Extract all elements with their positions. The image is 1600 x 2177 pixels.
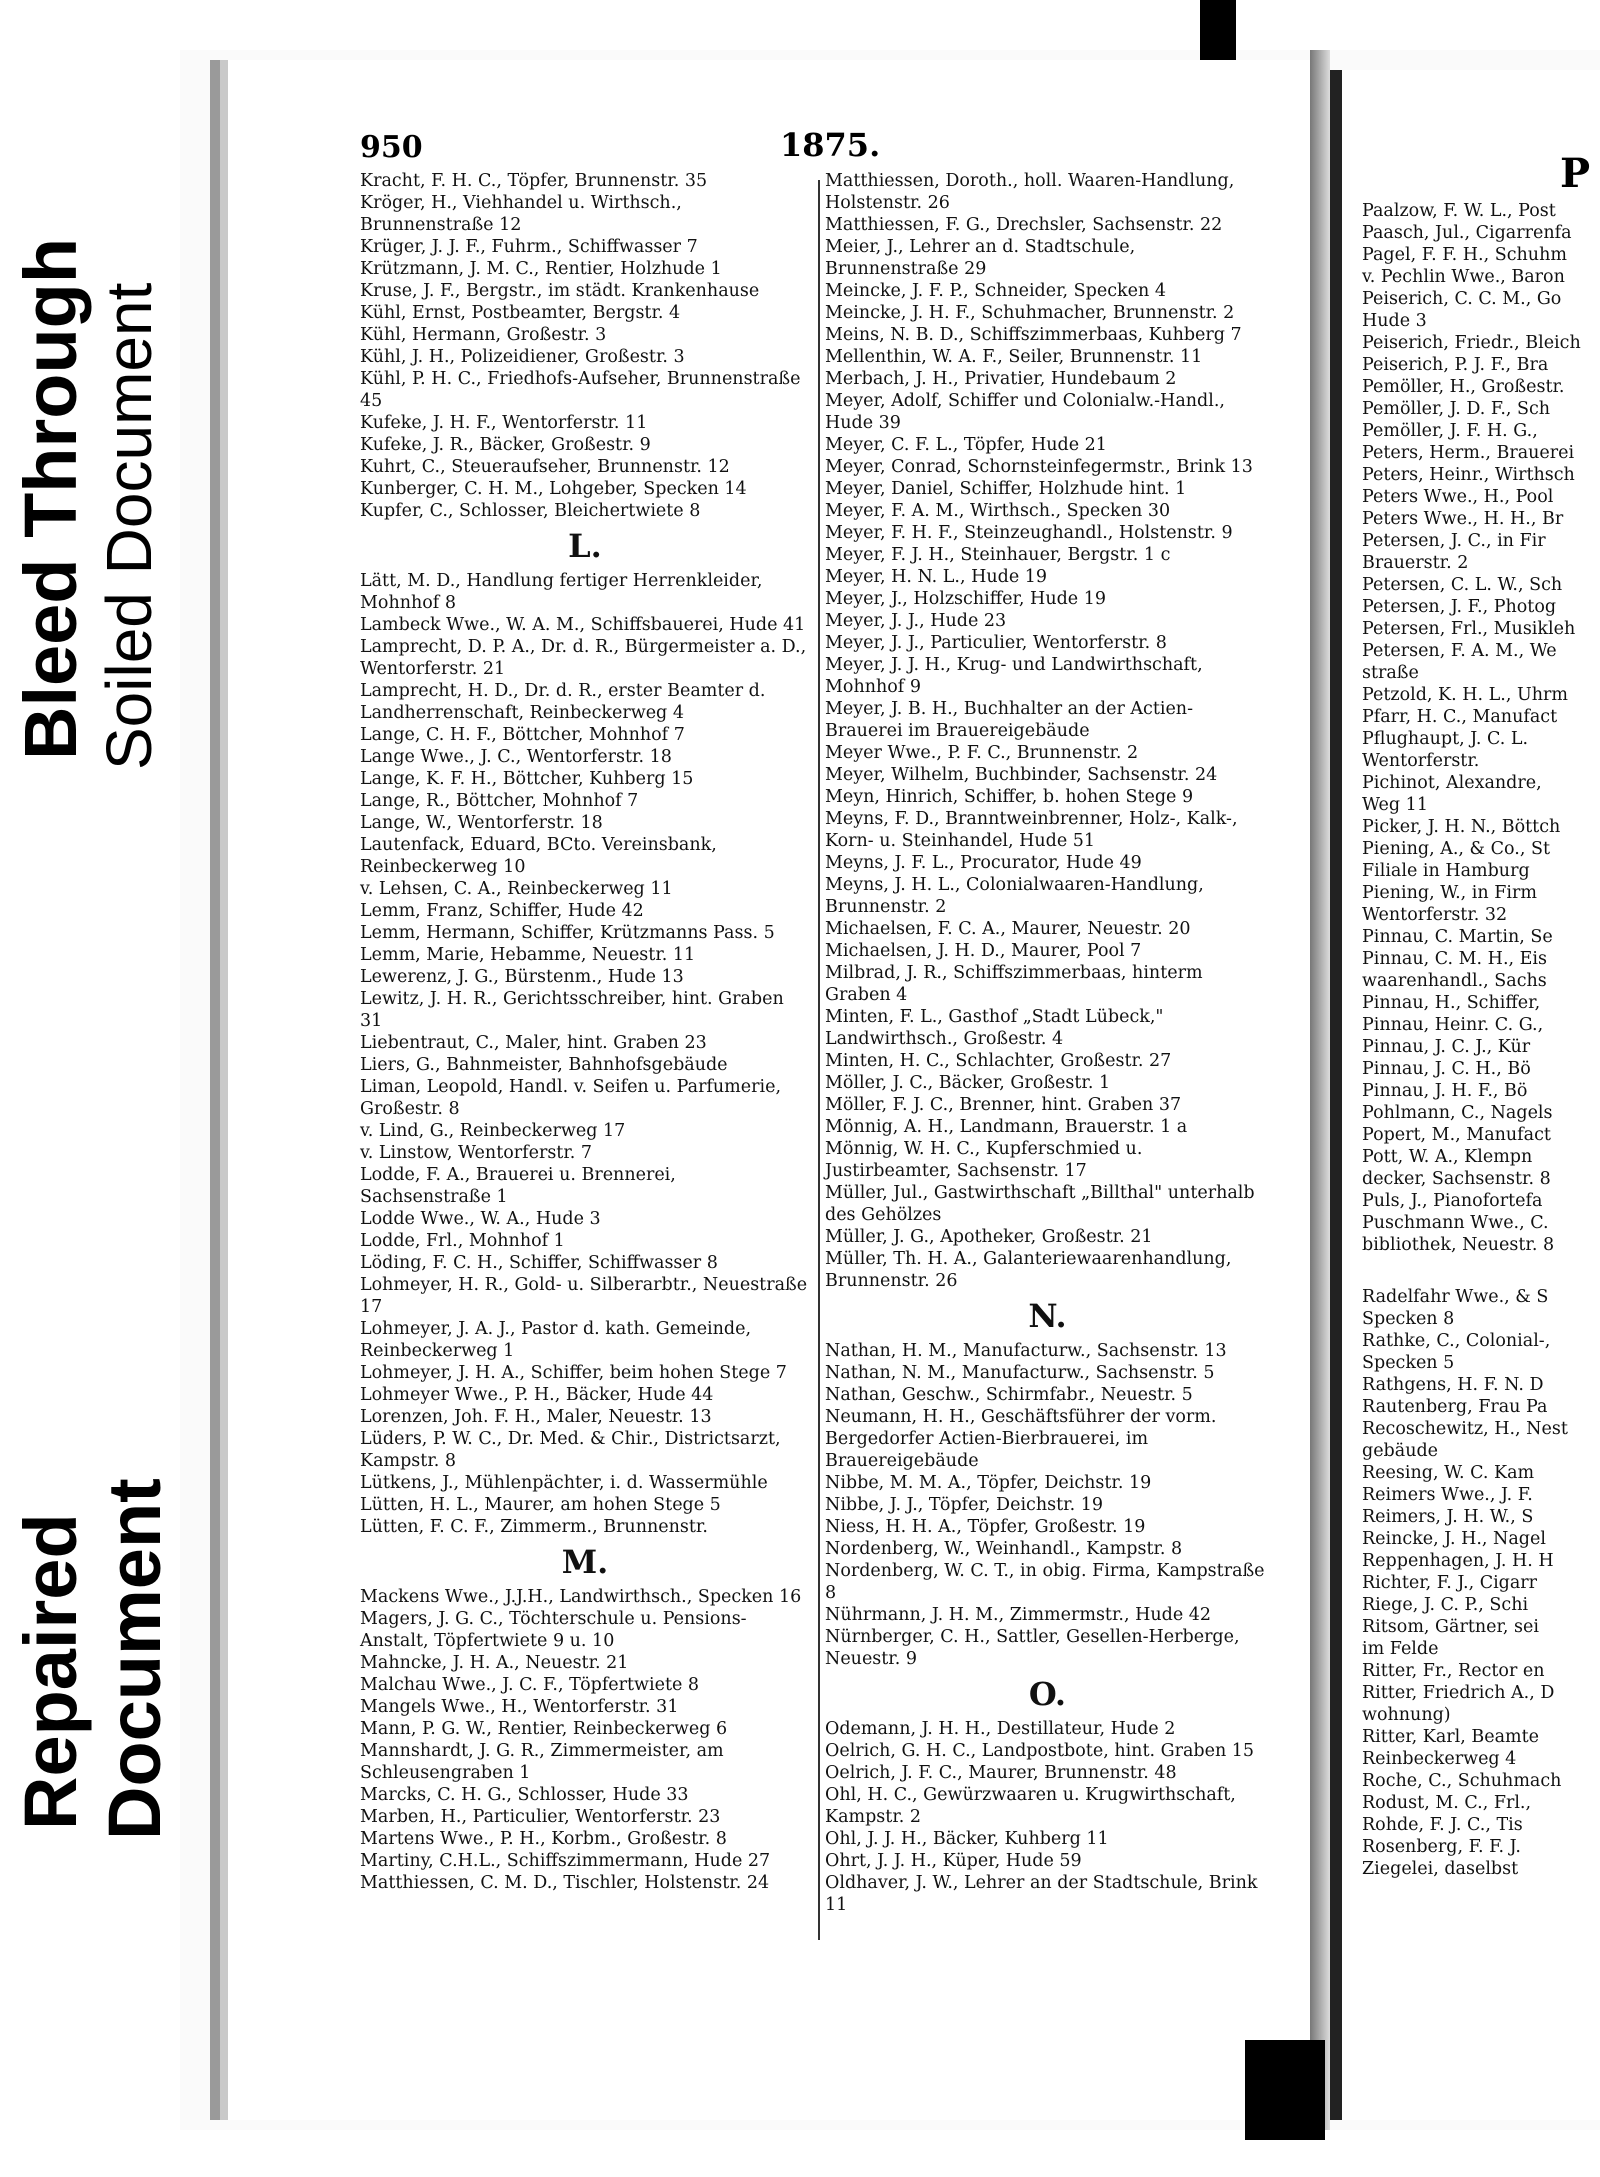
- directory-entry: Meyer, J., Holzschiffer, Hude 19: [825, 589, 1106, 609]
- book-gutter: [1310, 50, 1330, 2130]
- directory-entry: Reimers Wwe., J. F.: [1362, 1485, 1533, 1505]
- directory-entry: Magers, J. G. C., Töchterschule u. Pensions-Anstalt, Töpfertwiete 9 u. 10: [360, 1609, 747, 1651]
- label-repaired: Repaired: [9, 1513, 92, 1830]
- directory-entry: Ohl, H. C., Gewürzwaaren u. Krugwirthschaft, Kampstr. 2: [825, 1785, 1236, 1827]
- directory-entry: Mann, P. G. W., Rentier, Reinbeckerweg 6: [360, 1719, 728, 1739]
- directory-entry: Lodde, Frl., Mohnhof 1: [360, 1231, 565, 1251]
- directory-entry: Mönnig, W. H. C., Kupferschmied u. Justirbeamter, Sachsenstr. 17: [825, 1139, 1143, 1181]
- directory-entry: v. Lind, G., Reinbeckerweg 17: [360, 1121, 626, 1141]
- directory-entry: Radelfahr Wwe., & S: [1362, 1287, 1549, 1307]
- directory-entry: Pemöller, J. F. H. G.,: [1362, 421, 1538, 441]
- directory-entry: Michaelsen, J. H. D., Maurer, Pool 7: [825, 941, 1142, 961]
- directory-entry: Nibbe, M. M. A., Töpfer, Deichstr. 19: [825, 1473, 1152, 1493]
- directory-entry: Lange, W., Wentorferstr. 18: [360, 813, 603, 833]
- directory-entry: Kruse, J. F., Bergstr., im städt. Krankenhause: [360, 281, 760, 301]
- directory-entry: Lütkens, J., Mühlenpächter, i. d. Wassermühle: [360, 1473, 768, 1493]
- directory-entry: Malchau Wwe., J. C. F., Töpfertwiete 8: [360, 1675, 700, 1695]
- directory-entry: Lohmeyer, J. A. J., Pastor d. kath. Gemeinde, Reinbeckerweg 1: [360, 1319, 752, 1361]
- directory-entry: Marcks, C. H. G., Schlosser, Hude 33: [360, 1785, 689, 1805]
- directory-entry: Pemöller, H., Großestr.: [1362, 377, 1565, 397]
- directory-entry: [1362, 1256, 1600, 1286]
- directory-entry: Wentorferstr.: [1362, 751, 1480, 771]
- directory-entry: Meyer Wwe., P. F. C., Brunnenstr. 2: [825, 743, 1139, 763]
- right-page: [1330, 70, 1600, 2120]
- directory-entry: Ritsom, Gärtner, sei: [1362, 1617, 1539, 1637]
- directory-entry: Riege, J. C. P., Schi: [1362, 1595, 1529, 1615]
- directory-entry: Minten, H. C., Schlachter, Großestr. 27: [825, 1051, 1172, 1071]
- directory-column-3: [1362, 200, 1600, 1880]
- directory-entry: Picker, J. H. N., Böttch: [1362, 817, 1561, 837]
- directory-entry: Meier, J., Lehrer an d. Stadtschule, Brunnenstraße 29: [825, 237, 1136, 279]
- directory-entry: Lamprecht, D. P. A., Dr. d. R., Bürgermeister a. D., Wentorferstr. 21: [360, 637, 807, 679]
- directory-entry: Nordenberg, W. C. T., in obig. Firma, Kampstraße 8: [825, 1561, 1265, 1603]
- directory-entry: Reinbeckerweg 4: [1362, 1749, 1517, 1769]
- page-number: 950: [360, 130, 423, 165]
- directory-entry: Mahncke, J. H. A., Neuestr. 21: [360, 1653, 629, 1673]
- directory-entry: Specken 5: [1362, 1353, 1455, 1373]
- section-letter-heading: L.: [568, 527, 602, 565]
- directory-entry: Meyer, C. F. L., Töpfer, Hude 21: [825, 435, 1107, 455]
- directory-entry: Rathke, C., Colonial-,: [1362, 1331, 1551, 1351]
- directory-entry: Meyns, J. F. L., Procurator, Hude 49: [825, 853, 1142, 873]
- directory-entry: Meyer, Wilhelm, Buchbinder, Sachsenstr. 24: [825, 765, 1218, 785]
- directory-entry: Lütten, H. L., Maurer, am hohen Stege 5: [360, 1495, 721, 1515]
- directory-entry: Odemann, J. H. H., Destillateur, Hude 2: [825, 1719, 1176, 1739]
- directory-entry: Pohlmann, C., Nagels: [1362, 1103, 1553, 1123]
- directory-entry: Meyns, F. D., Branntweinbrenner, Holz-, Kalk-, Korn- u. Steinhandel, Hude 51: [825, 809, 1238, 851]
- directory-entry: Peters Wwe., H. H., Br: [1362, 509, 1564, 529]
- directory-entry: gebäude: [1362, 1441, 1439, 1461]
- directory-entry: Ohrt, J. J. H., Küper, Hude 59: [825, 1851, 1082, 1871]
- left-page: [210, 60, 1320, 2120]
- directory-entry: Lemm, Franz, Schiffer, Hude 42: [360, 901, 644, 921]
- directory-entry: Meins, N. B. D., Schiffszimmerbaas, Kuhberg 7: [825, 325, 1242, 345]
- directory-entry: Meyn, Hinrich, Schiffer, b. hohen Stege 9: [825, 787, 1194, 807]
- annotation-strip: [0, 0, 176, 2177]
- directory-entry: Meyer, H. N. L., Hude 19: [825, 567, 1048, 587]
- section-letter-heading: N.: [1028, 1297, 1067, 1335]
- directory-entry: Pinnau, J. H. F., Bö: [1362, 1081, 1528, 1101]
- directory-entry: Meyer, F. J. H., Steinhauer, Bergstr. 1 c: [825, 545, 1171, 565]
- directory-entry: Pinnau, C. M. H., Eis: [1362, 949, 1547, 969]
- directory-entry: straße: [1362, 663, 1419, 683]
- directory-entry: decker, Sachsenstr. 8: [1362, 1169, 1551, 1189]
- directory-entry: Puschmann Wwe., C.: [1362, 1213, 1549, 1233]
- directory-entry: Pagel, F. F. H., Schuhm: [1362, 245, 1567, 265]
- directory-entry: Lange Wwe., J. C., Wentorferstr. 18: [360, 747, 672, 767]
- directory-entry: Petzold, K. H. L., Uhrm: [1362, 685, 1568, 705]
- scanned-book-spread: [180, 50, 1600, 2130]
- directory-entry: Lange, K. F. H., Böttcher, Kuhberg 15: [360, 769, 694, 789]
- directory-entry: Peiserich, P. J. F., Bra: [1362, 355, 1549, 375]
- page-year: 1875.: [780, 126, 881, 164]
- directory-entry: Müller, J. G., Apotheker, Großestr. 21: [825, 1227, 1153, 1247]
- directory-entry: Oelrich, J. F. C., Maurer, Brunnenstr. 48: [825, 1763, 1177, 1783]
- directory-entry: Petersen, C. L. W., Sch: [1362, 575, 1563, 595]
- directory-entry: Lamprecht, H. D., Dr. d. R., erster Beamter d. Landherrenschaft, Reinbeckerweg 4: [360, 681, 766, 723]
- right-page-heading: P: [1560, 150, 1591, 197]
- directory-entry: Lohmeyer, H. R., Gold- u. Silberarbtr., Neuestraße 17: [360, 1275, 808, 1317]
- directory-entry: Popert, M., Manufact: [1362, 1125, 1551, 1145]
- directory-entry: Paalzow, F. W. L., Post: [1362, 201, 1556, 221]
- directory-entry: Müller, Jul., Gastwirthschaft „Billthal" unterhalb des Gehölzes: [825, 1183, 1255, 1225]
- directory-entry: Nathan, Geschw., Schirmfabr., Neuestr. 5: [825, 1385, 1193, 1405]
- directory-entry: Ziegelei, daselbst: [1362, 1859, 1519, 1879]
- section-letter-heading: M.: [561, 1543, 609, 1581]
- directory-entry: Kupfer, C., Schlosser, Bleichertwiete 8: [360, 501, 701, 521]
- directory-entry: Lüders, P. W. C., Dr. Med. & Chir., Districtsarzt, Kampstr. 8: [360, 1429, 781, 1471]
- directory-entry: Reincke, J. H., Nagel: [1362, 1529, 1546, 1549]
- directory-entry: Hude 3: [1362, 311, 1427, 331]
- directory-entry: Meyer, J. J., Particulier, Wentorferstr. 8: [825, 633, 1167, 653]
- directory-entry: Kracht, F. H. C., Töpfer, Brunnenstr. 35: [360, 171, 708, 191]
- directory-entry: Reimers, J. H. W., S: [1362, 1507, 1534, 1527]
- directory-entry: Rohde, F. J. C., Tis: [1362, 1815, 1523, 1835]
- directory-entry: Merbach, J. H., Privatier, Hundebaum 2: [825, 369, 1177, 389]
- directory-entry: Pichinot, Alexandre,: [1362, 773, 1542, 793]
- scan-edge-top: [1200, 0, 1236, 60]
- directory-entry: Liebentraut, C., Maler, hint. Graben 23: [360, 1033, 707, 1053]
- directory-entry: Martens Wwe., P. H., Korbm., Großestr. 8: [360, 1829, 727, 1849]
- directory-entry: Wentorferstr. 32: [1362, 905, 1508, 925]
- directory-entry: Möller, J. C., Bäcker, Großestr. 1: [825, 1073, 1111, 1093]
- directory-entry: Recoschewitz, H., Nest: [1362, 1419, 1568, 1439]
- directory-entry: Nordenberg, W., Weinhandl., Kampstr. 8: [825, 1539, 1183, 1559]
- directory-entry: Krüger, J. J. F., Fuhrm., Schiffwasser 7: [360, 237, 698, 257]
- directory-entry: Meyer, J. J., Hude 23: [825, 611, 1007, 631]
- directory-entry: Liers, G., Bahnmeister, Bahnhofsgebäude: [360, 1055, 728, 1075]
- directory-entry: Meyer, F. H. F., Steinzeughandl., Holstenstr. 9: [825, 523, 1233, 543]
- directory-entry: Niess, H. H. A., Töpfer, Großestr. 19: [825, 1517, 1146, 1537]
- directory-entry: Marben, H., Particulier, Wentorferstr. 23: [360, 1807, 721, 1827]
- directory-entry: Lorenzen, Joh. F. H., Maler, Neuestr. 13: [360, 1407, 712, 1427]
- directory-entry: Nürnberger, C. H., Sattler, Gesellen-Herberge, Neuestr. 9: [825, 1627, 1240, 1669]
- directory-entry: Meyer, J. B. H., Buchhalter an der Actien-Brauerei im Brauereigebäude: [825, 699, 1193, 741]
- directory-entry: Lohmeyer Wwe., P. H., Bäcker, Hude 44: [360, 1385, 714, 1405]
- directory-entry: Meyer, Daniel, Schiffer, Holzhude hint. 1: [825, 479, 1187, 499]
- label-soiled-document: Soiled Document: [93, 282, 165, 770]
- directory-entry: Pinnau, J. C. H., Bö: [1362, 1059, 1531, 1079]
- directory-entry: Milbrad, J. R., Schiffszimmerbaas, hinterm Graben 4: [825, 963, 1203, 1005]
- directory-entry: Matthiessen, Doroth., holl. Waaren-Handlung, Holstenstr. 26: [825, 171, 1235, 213]
- directory-entry: v. Pechlin Wwe., Baron: [1362, 267, 1565, 287]
- directory-entry: Brauerstr. 2: [1362, 553, 1469, 573]
- directory-entry: Pinnau, J. C. J., Kür: [1362, 1037, 1531, 1057]
- directory-entry: Ritter, Friedrich A., D: [1362, 1683, 1555, 1703]
- directory-entry: Lange, R., Böttcher, Mohnhof 7: [360, 791, 639, 811]
- directory-entry: Puls, J., Pianofortefa: [1362, 1191, 1543, 1211]
- directory-entry: Petersen, F. A. M., We: [1362, 641, 1557, 661]
- directory-entry: Minten, F. L., Gasthof „Stadt Lübeck," Landwirthsch., Großestr. 4: [825, 1007, 1164, 1049]
- directory-entry: Lambeck Wwe., W. A. M., Schiffsbauerei, Hude 41: [360, 615, 806, 635]
- column-divider: [818, 180, 820, 1940]
- directory-entry: Richter, F. J., Cigarr: [1362, 1573, 1538, 1593]
- directory-entry: Meyer, Conrad, Schornsteinfegermstr., Brink 13: [825, 457, 1253, 477]
- directory-entry: Krützmann, J. M. C., Rentier, Holzhude 1: [360, 259, 722, 279]
- directory-entry: Kunberger, C. H. M., Lohgeber, Specken 14: [360, 479, 747, 499]
- directory-entry: Mackens Wwe., J.J.H., Landwirthsch., Specken 16: [360, 1587, 802, 1607]
- section-letter-heading: O.: [1028, 1675, 1067, 1713]
- directory-entry: Piening, W., in Firm: [1362, 883, 1537, 903]
- directory-entry: Kuhrt, C., Steueraufseher, Brunnenstr. 12: [360, 457, 730, 477]
- directory-entry: Liman, Leopold, Handl. v. Seifen u. Parfumerie, Großestr. 8: [360, 1077, 782, 1119]
- directory-entry: Peiserich, Friedr., Bleich: [1362, 333, 1581, 353]
- directory-entry: Oldhaver, J. W., Lehrer an der Stadtschule, Brink 11: [825, 1873, 1258, 1915]
- directory-entry: Nibbe, J. J., Töpfer, Deichstr. 19: [825, 1495, 1103, 1515]
- directory-entry: Ritter, Fr., Rector en: [1362, 1661, 1545, 1681]
- directory-entry: Nathan, H. M., Manufacturw., Sachsenstr. 13: [825, 1341, 1227, 1361]
- directory-entry: Reppenhagen, J. H. H: [1362, 1551, 1554, 1571]
- directory-entry: Ritter, Karl, Beamte: [1362, 1727, 1539, 1747]
- directory-entry: v. Linstow, Wentorferstr. 7: [360, 1143, 593, 1163]
- directory-entry: Meincke, J. F. P., Schneider, Specken 4: [825, 281, 1166, 301]
- directory-entry: wohnung): [1362, 1705, 1451, 1725]
- directory-entry: Pflughaupt, J. C. L.: [1362, 729, 1529, 749]
- directory-entry: Pinnau, Heinr. C. G.,: [1362, 1015, 1544, 1035]
- directory-entry: Lätt, M. D., Handlung fertiger Herrenkleider, Mohnhof 8: [360, 571, 763, 613]
- directory-entry: Rathgens, H. F. N. D: [1362, 1375, 1544, 1395]
- directory-entry: Nührmann, J. H. M., Zimmermstr., Hude 42: [825, 1605, 1212, 1625]
- directory-entry: Löding, F. C. H., Schiffer, Schiffwasser 8: [360, 1253, 718, 1273]
- directory-entry: Lemm, Hermann, Schiffer, Krützmanns Pass. 5: [360, 923, 775, 943]
- directory-entry: Peters, Herm., Brauerei: [1362, 443, 1575, 463]
- directory-entry: Pinnau, H., Schiffer,: [1362, 993, 1541, 1013]
- directory-entry: Mönnig, A. H., Landmann, Brauerstr. 1 a: [825, 1117, 1188, 1137]
- directory-entry: Müller, Th. H. A., Galanteriewaarenhandlung, Brunnenstr. 26: [825, 1249, 1232, 1291]
- directory-entry: Pinnau, C. Martin, Se: [1362, 927, 1553, 947]
- directory-entry: Oelrich, G. H. C., Landpostbote, hint. Graben 15: [825, 1741, 1255, 1761]
- directory-entry: Mangels Wwe., H., Wentorferstr. 31: [360, 1697, 679, 1717]
- directory-entry: Kühl, J. H., Polizeidiener, Großestr. 3: [360, 347, 685, 367]
- label-bleed-through: Bleed Through: [9, 237, 92, 760]
- directory-column-2: [825, 170, 1270, 1916]
- directory-entry: Kühl, Ernst, Postbeamter, Bergstr. 4: [360, 303, 681, 323]
- directory-column-1: [360, 170, 810, 1894]
- label-document: Document: [93, 1478, 176, 1840]
- directory-entry: Petersen, J. C., in Fir: [1362, 531, 1546, 551]
- directory-entry: Möller, F. J. C., Brenner, hint. Graben 37: [825, 1095, 1182, 1115]
- directory-entry: Meyns, J. H. L., Colonialwaaren-Handlung, Brunnenstr. 2: [825, 875, 1204, 917]
- directory-entry: Petersen, J. F., Photog: [1362, 597, 1557, 617]
- directory-entry: Weg 11: [1362, 795, 1428, 815]
- directory-entry: Rautenberg, Frau Pa: [1362, 1397, 1548, 1417]
- directory-entry: Lemm, Marie, Hebamme, Neuestr. 11: [360, 945, 696, 965]
- directory-entry: Meyer, F. A. M., Wirthsch., Specken 30: [825, 501, 1171, 521]
- directory-entry: Lewerenz, J. G., Bürstenm., Hude 13: [360, 967, 684, 987]
- directory-entry: Kühl, Hermann, Großestr. 3: [360, 325, 607, 345]
- directory-entry: Lange, C. H. F., Böttcher, Mohnhof 7: [360, 725, 685, 745]
- directory-entry: Martiny, C.H.L., Schiffszimmermann, Hude 27: [360, 1851, 771, 1871]
- directory-entry: Nathan, N. M., Manufacturw., Sachsenstr. 5: [825, 1363, 1215, 1383]
- directory-entry: Lütten, F. C. F., Zimmerm., Brunnenstr.: [360, 1517, 708, 1537]
- directory-entry: Rodust, M. C., Frl.,: [1362, 1793, 1532, 1813]
- directory-entry: Lewitz, J. H. R., Gerichtsschreiber, hint. Graben 31: [360, 989, 784, 1031]
- directory-entry: Meincke, J. H. F., Schuhmacher, Brunnenstr. 2: [825, 303, 1235, 323]
- directory-entry: bibliothek, Neuestr. 8: [1362, 1235, 1555, 1255]
- directory-entry: Reesing, W. C. Kam: [1362, 1463, 1535, 1483]
- directory-entry: Petersen, Frl., Musikleh: [1362, 619, 1576, 639]
- directory-entry: Mannshardt, J. G. R., Zimmermeister, am Schleusengraben 1: [360, 1741, 724, 1783]
- directory-entry: Filiale in Hamburg: [1362, 861, 1530, 881]
- directory-entry: Meyer, Adolf, Schiffer und Colonialw.-Handl., Hude 39: [825, 391, 1225, 433]
- directory-entry: Specken 8: [1362, 1309, 1455, 1329]
- directory-entry: Kufeke, J. H. F., Wentorferstr. 11: [360, 413, 648, 433]
- directory-entry: Peiserich, C. C. M., Go: [1362, 289, 1562, 309]
- directory-entry: Peters, Heinr., Wirthsch: [1362, 465, 1575, 485]
- directory-entry: Rosenberg, F. F. J.: [1362, 1837, 1521, 1857]
- directory-entry: Pott, W. A., Klempn: [1362, 1147, 1533, 1167]
- directory-entry: Pfarr, H. C., Manufact: [1362, 707, 1558, 727]
- directory-entry: Lodde, F. A., Brauerei u. Brennerei, Sachsenstraße 1: [360, 1165, 676, 1207]
- directory-entry: Ohl, J. J. H., Bäcker, Kuhberg 11: [825, 1829, 1109, 1849]
- directory-entry: waarenhandl., Sachs: [1362, 971, 1547, 991]
- directory-entry: v. Lehsen, C. A., Reinbeckerweg 11: [360, 879, 673, 899]
- directory-entry: Neumann, H. H., Geschäftsführer der vorm. Bergedorfer Actien-Bierbrauerei, im Brauereigebäude: [825, 1407, 1217, 1471]
- directory-entry: Lautenfack, Eduard, BCto. Vereinsbank, Reinbeckerweg 10: [360, 835, 717, 877]
- directory-entry: Peters Wwe., H., Pool: [1362, 487, 1554, 507]
- directory-entry: Lodde Wwe., W. A., Hude 3: [360, 1209, 601, 1229]
- directory-entry: Meyer, J. J. H., Krug- und Landwirthschaft, Mohnhof 9: [825, 655, 1203, 697]
- directory-entry: Mellenthin, W. A. F., Seiler, Brunnenstr. 11: [825, 347, 1203, 367]
- directory-entry: Kufeke, J. R., Bäcker, Großestr. 9: [360, 435, 651, 455]
- directory-entry: Kühl, P. H. C., Friedhofs-Aufseher, Brunnenstraße 45: [360, 369, 801, 411]
- directory-entry: Matthiessen, F. G., Drechsler, Sachsenstr. 22: [825, 215, 1223, 235]
- directory-entry: Lohmeyer, J. H. A., Schiffer, beim hohen Stege 7: [360, 1363, 787, 1383]
- directory-entry: Piening, A., & Co., St: [1362, 839, 1550, 859]
- directory-entry: Michaelsen, F. C. A., Maurer, Neuestr. 20: [825, 919, 1191, 939]
- directory-entry: im Felde: [1362, 1639, 1439, 1659]
- directory-entry: Matthiessen, C. M. D., Tischler, Holstenstr. 24: [360, 1873, 770, 1893]
- directory-entry: Kröger, H., Viehhandel u. Wirthsch., Brunnenstraße 12: [360, 193, 682, 235]
- directory-entry: Paasch, Jul., Cigarrenfa: [1362, 223, 1572, 243]
- directory-entry: Pemöller, J. D. F., Sch: [1362, 399, 1551, 419]
- directory-entry: Roche, C., Schuhmach: [1362, 1771, 1562, 1791]
- scan-edge-bottom: [1245, 2040, 1325, 2140]
